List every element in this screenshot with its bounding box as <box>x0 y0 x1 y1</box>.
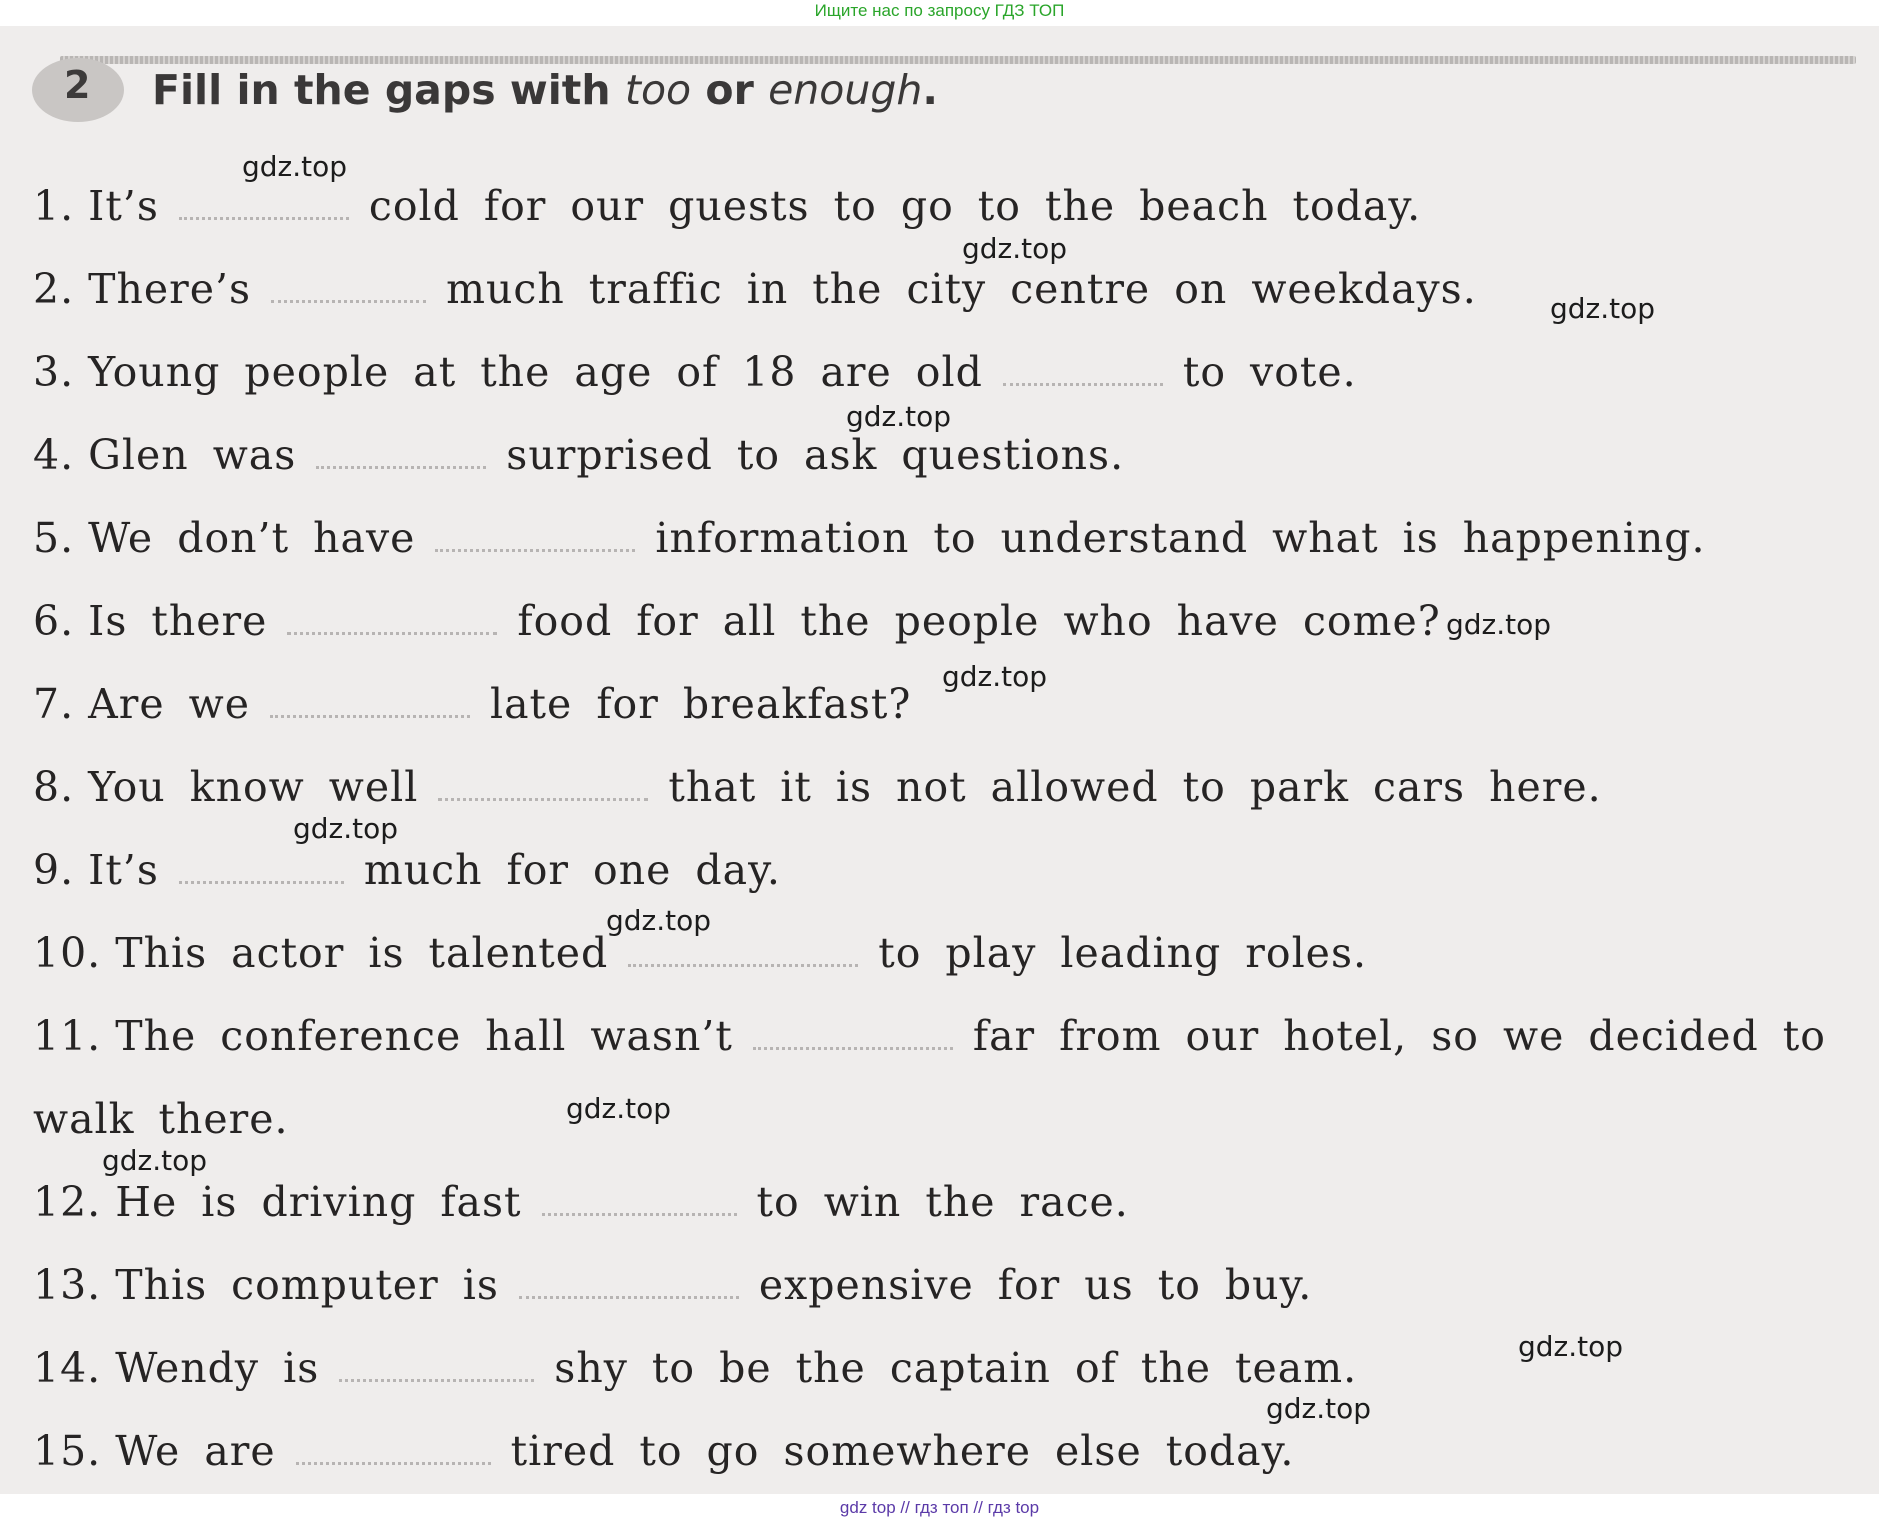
watermark: gdz.top <box>293 812 399 845</box>
sentence-11: 11. The conference hall wasn’t far from our hotel, so we decided to <box>33 1012 1826 1060</box>
answer-gap[interactable] <box>179 875 344 884</box>
answer-gap[interactable] <box>1003 377 1163 386</box>
sentence-13: 13. This computer is expensive for us to buy. <box>33 1261 1313 1309</box>
exercise-number: 2 <box>64 63 91 107</box>
answer-gap[interactable] <box>296 1456 491 1465</box>
watermark: gdz.top <box>1518 1330 1624 1363</box>
sentence-9: 9. It’s much for one day. <box>33 846 781 894</box>
watermark: gdz.top <box>606 904 712 937</box>
exercise-heading: Fill in the gaps with too or enough. <box>152 66 938 114</box>
watermark: gdz.top <box>942 660 1048 693</box>
sentence-1: 1. It’s cold for our guests to go to the beach today. <box>33 182 1422 230</box>
sentence-7: 7. Are we late for breakfast? <box>33 680 912 728</box>
watermark: gdz.top <box>242 150 348 183</box>
sentence-2: 2. There’s much traffic in the city centre on weekdays. <box>33 265 1477 313</box>
answer-gap[interactable] <box>287 626 497 635</box>
sentence-14: 14. Wendy is shy to be the captain of the team. <box>33 1344 1358 1392</box>
sentence-5: 5. We don’t have information to understand what is happening. <box>33 514 1706 562</box>
textbook-page <box>0 26 1879 1494</box>
answer-gap[interactable] <box>435 543 635 552</box>
sentence-15: 15. We are tired to go somewhere else today. <box>33 1427 1295 1475</box>
answer-gap[interactable] <box>542 1207 737 1216</box>
watermark: gdz.top <box>102 1144 208 1177</box>
watermark: gdz.top <box>1266 1392 1372 1425</box>
watermark: gdz.top <box>846 400 952 433</box>
sentence-3: 3. Young people at the age of 18 are old to vote. <box>33 348 1357 396</box>
top-banner: Ищите нас по запросу ГДЗ ТОП <box>0 0 1879 26</box>
answer-gap[interactable] <box>316 460 486 469</box>
sentence-12: 12. He is driving fast to win the race. <box>33 1178 1129 1226</box>
watermark: gdz.top <box>962 232 1068 265</box>
watermark: gdz.top <box>1550 292 1656 325</box>
sentence-8: 8. You know well that it is not allowed to park cars here. <box>33 763 1602 811</box>
answer-gap[interactable] <box>271 294 426 303</box>
answer-gap[interactable] <box>438 792 648 801</box>
sentence-6: 6. Is there food for all the people who have come? <box>33 597 1441 645</box>
bottom-banner: gdz top // гдз топ // гдз top <box>0 1494 1879 1522</box>
sentence-10: 10. This actor is talented to play leading roles. <box>33 929 1368 977</box>
answer-gap[interactable] <box>339 1373 534 1382</box>
watermark: gdz.top <box>566 1092 672 1125</box>
answer-gap[interactable] <box>628 958 858 967</box>
answer-gap[interactable] <box>753 1041 953 1050</box>
answer-gap[interactable] <box>519 1290 739 1299</box>
sentence-4: 4. Glen was surprised to ask questions. <box>33 431 1125 479</box>
header-rule <box>60 56 1856 64</box>
answer-gap[interactable] <box>270 709 470 718</box>
sentence-11-continuation: walk there. <box>33 1095 289 1143</box>
answer-gap[interactable] <box>179 211 349 220</box>
watermark: gdz.top <box>1446 608 1552 641</box>
